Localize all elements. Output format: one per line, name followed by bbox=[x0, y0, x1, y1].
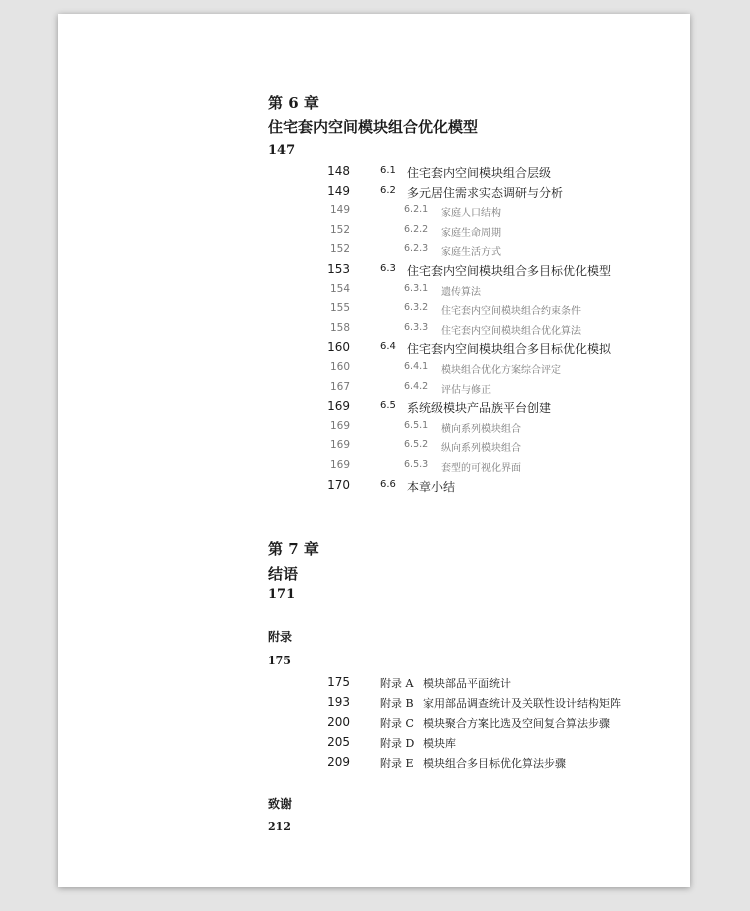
toc-entry-page: 169 bbox=[329, 459, 350, 471]
toc-entry-page: 149 bbox=[329, 204, 350, 217]
acknowledgements-heading: 致谢 bbox=[268, 797, 293, 811]
toc-entry bbox=[58, 695, 690, 713]
chapter-7-label: 第 7 章 bbox=[268, 540, 319, 558]
toc-entry bbox=[58, 262, 690, 280]
toc-entry-page: 205 bbox=[327, 735, 350, 749]
toc-entry-title: 住宅套内空间模块组合约束条件 bbox=[441, 306, 581, 318]
toc-entry-page: 160 bbox=[329, 361, 350, 373]
toc-entry-title: 套型的可视化界面 bbox=[441, 463, 521, 474]
toc-entry-number: 附录 C bbox=[380, 717, 414, 730]
toc-entry bbox=[58, 282, 690, 300]
toc-entry-number: 6.4.1 bbox=[404, 361, 429, 372]
chapter-6-page: 147 bbox=[268, 143, 296, 158]
toc-entry-number: 6.3.2 bbox=[404, 302, 429, 314]
toc-entry-page: 169 bbox=[329, 439, 350, 452]
toc-entry-number: 6.4.2 bbox=[404, 380, 429, 392]
toc-entry-page: 200 bbox=[327, 715, 350, 729]
toc-entry-number: 6.2 bbox=[380, 184, 396, 196]
toc-entry-number: 6.6 bbox=[380, 478, 396, 490]
appendix-page: 175 bbox=[268, 654, 291, 667]
toc-entry bbox=[58, 360, 690, 378]
toc-entry bbox=[58, 340, 690, 358]
toc-entry bbox=[58, 419, 690, 437]
toc-entry-title: 模块库 bbox=[423, 737, 456, 750]
toc-entry-number: 6.2.1 bbox=[404, 204, 429, 216]
toc-entry bbox=[58, 184, 690, 202]
book-page bbox=[58, 14, 690, 887]
toc-entry-number: 附录 B bbox=[380, 697, 414, 710]
toc-entry bbox=[58, 458, 690, 476]
toc-entry bbox=[58, 438, 690, 456]
toc-entry-page: 169 bbox=[327, 399, 350, 414]
appendix-heading: 附录 bbox=[268, 630, 293, 644]
toc-entry-page: 170 bbox=[327, 477, 350, 492]
toc-entry-title: 本章小结 bbox=[407, 479, 456, 494]
toc-entry-page: 153 bbox=[327, 262, 350, 276]
toc-entry bbox=[58, 242, 690, 260]
toc-entry-number: 6.3 bbox=[380, 263, 396, 274]
toc-entry-number: 6.2.3 bbox=[404, 243, 429, 255]
toc-entry-title: 系统级模块产品族平台创建 bbox=[407, 401, 552, 416]
toc-entry-page: 154 bbox=[329, 282, 350, 295]
toc-entry-number: 6.5.1 bbox=[404, 419, 429, 431]
toc-entry-number: 6.3.1 bbox=[404, 282, 429, 294]
toc-entry-title: 评估与修正 bbox=[441, 384, 491, 396]
toc-entry-title: 家庭生活方式 bbox=[441, 247, 501, 259]
chapter-7-title: 结语 bbox=[268, 565, 299, 583]
toc-entry-title: 住宅套内空间模块组合多目标优化模拟 bbox=[407, 342, 612, 357]
toc-entry-title: 模块部品平面统计 bbox=[423, 677, 511, 690]
toc-entry bbox=[58, 301, 690, 319]
toc-entry-page: 152 bbox=[329, 223, 350, 236]
toc-entry-page: 167 bbox=[329, 380, 350, 393]
toc-entry-number: 6.1 bbox=[380, 165, 396, 176]
toc-entry-page: 148 bbox=[327, 164, 350, 178]
toc-entry-page: 149 bbox=[327, 183, 350, 198]
toc-entry-page: 175 bbox=[327, 675, 350, 689]
toc-entry-page: 155 bbox=[329, 302, 350, 315]
toc-entry-title: 家庭生命周期 bbox=[441, 227, 501, 239]
toc-entry-number: 6.5.2 bbox=[404, 439, 429, 451]
toc-entry-title: 家庭人口结构 bbox=[441, 208, 501, 220]
toc-entry bbox=[58, 399, 690, 417]
toc-entry bbox=[58, 223, 690, 241]
toc-entry bbox=[58, 675, 690, 693]
toc-entry-number: 6.5 bbox=[380, 400, 396, 412]
toc-entry-title: 模块聚合方案比选及空间复合算法步骤 bbox=[423, 717, 610, 730]
toc-entry-page: 193 bbox=[327, 695, 350, 709]
toc-entry-number: 6.2.2 bbox=[404, 223, 429, 235]
chapter-7-page: 171 bbox=[268, 587, 296, 602]
toc-entry-number: 6.5.3 bbox=[404, 459, 429, 470]
toc-entry-number: 附录 E bbox=[380, 757, 414, 770]
toc-entry bbox=[58, 164, 690, 182]
toc-entry-page: 160 bbox=[327, 340, 350, 355]
toc-entry bbox=[58, 715, 690, 733]
chapter-6-title: 住宅套内空间模块组合优化模型 bbox=[268, 118, 479, 136]
toc-entry-title: 住宅套内空间模块组合层级 bbox=[407, 166, 552, 180]
toc-entry-number: 6.3.3 bbox=[404, 321, 429, 333]
toc-entry-page: 169 bbox=[329, 419, 350, 432]
toc-entry bbox=[58, 755, 690, 773]
toc-entry-title: 模块组合多目标优化算法步骤 bbox=[423, 757, 566, 770]
toc-entry-page: 158 bbox=[329, 321, 350, 334]
toc-entry-title: 模块组合优化方案综合评定 bbox=[441, 365, 561, 376]
toc-entry-page: 209 bbox=[327, 755, 350, 769]
chapter-6-label: 第 6 章 bbox=[268, 94, 319, 112]
toc-entry-number: 附录 A bbox=[380, 677, 414, 690]
toc-entry bbox=[58, 478, 690, 496]
toc-entry-title: 纵向系列模块组合 bbox=[441, 443, 521, 455]
toc-entry-number: 附录 D bbox=[380, 737, 415, 750]
toc-entry-title: 住宅套内空间模块组合优化算法 bbox=[441, 325, 581, 337]
acknowledgements-page: 212 bbox=[268, 820, 291, 833]
toc-entry-title: 住宅套内空间模块组合多目标优化模型 bbox=[407, 264, 612, 278]
toc-entry bbox=[58, 203, 690, 221]
toc-entry-title: 多元居住需求实态调研与分析 bbox=[407, 185, 564, 200]
toc-entry bbox=[58, 380, 690, 398]
toc-entry bbox=[58, 321, 690, 339]
toc-entry-page: 152 bbox=[329, 243, 350, 256]
toc-entry-title: 家用部品调查统计及关联性设计结构矩阵 bbox=[423, 697, 621, 710]
toc-entry-number: 6.4 bbox=[380, 341, 396, 353]
toc-entry-title: 横向系列模块组合 bbox=[441, 423, 521, 435]
toc-entry-title: 遗传算法 bbox=[441, 286, 481, 298]
toc-entry bbox=[58, 735, 690, 753]
